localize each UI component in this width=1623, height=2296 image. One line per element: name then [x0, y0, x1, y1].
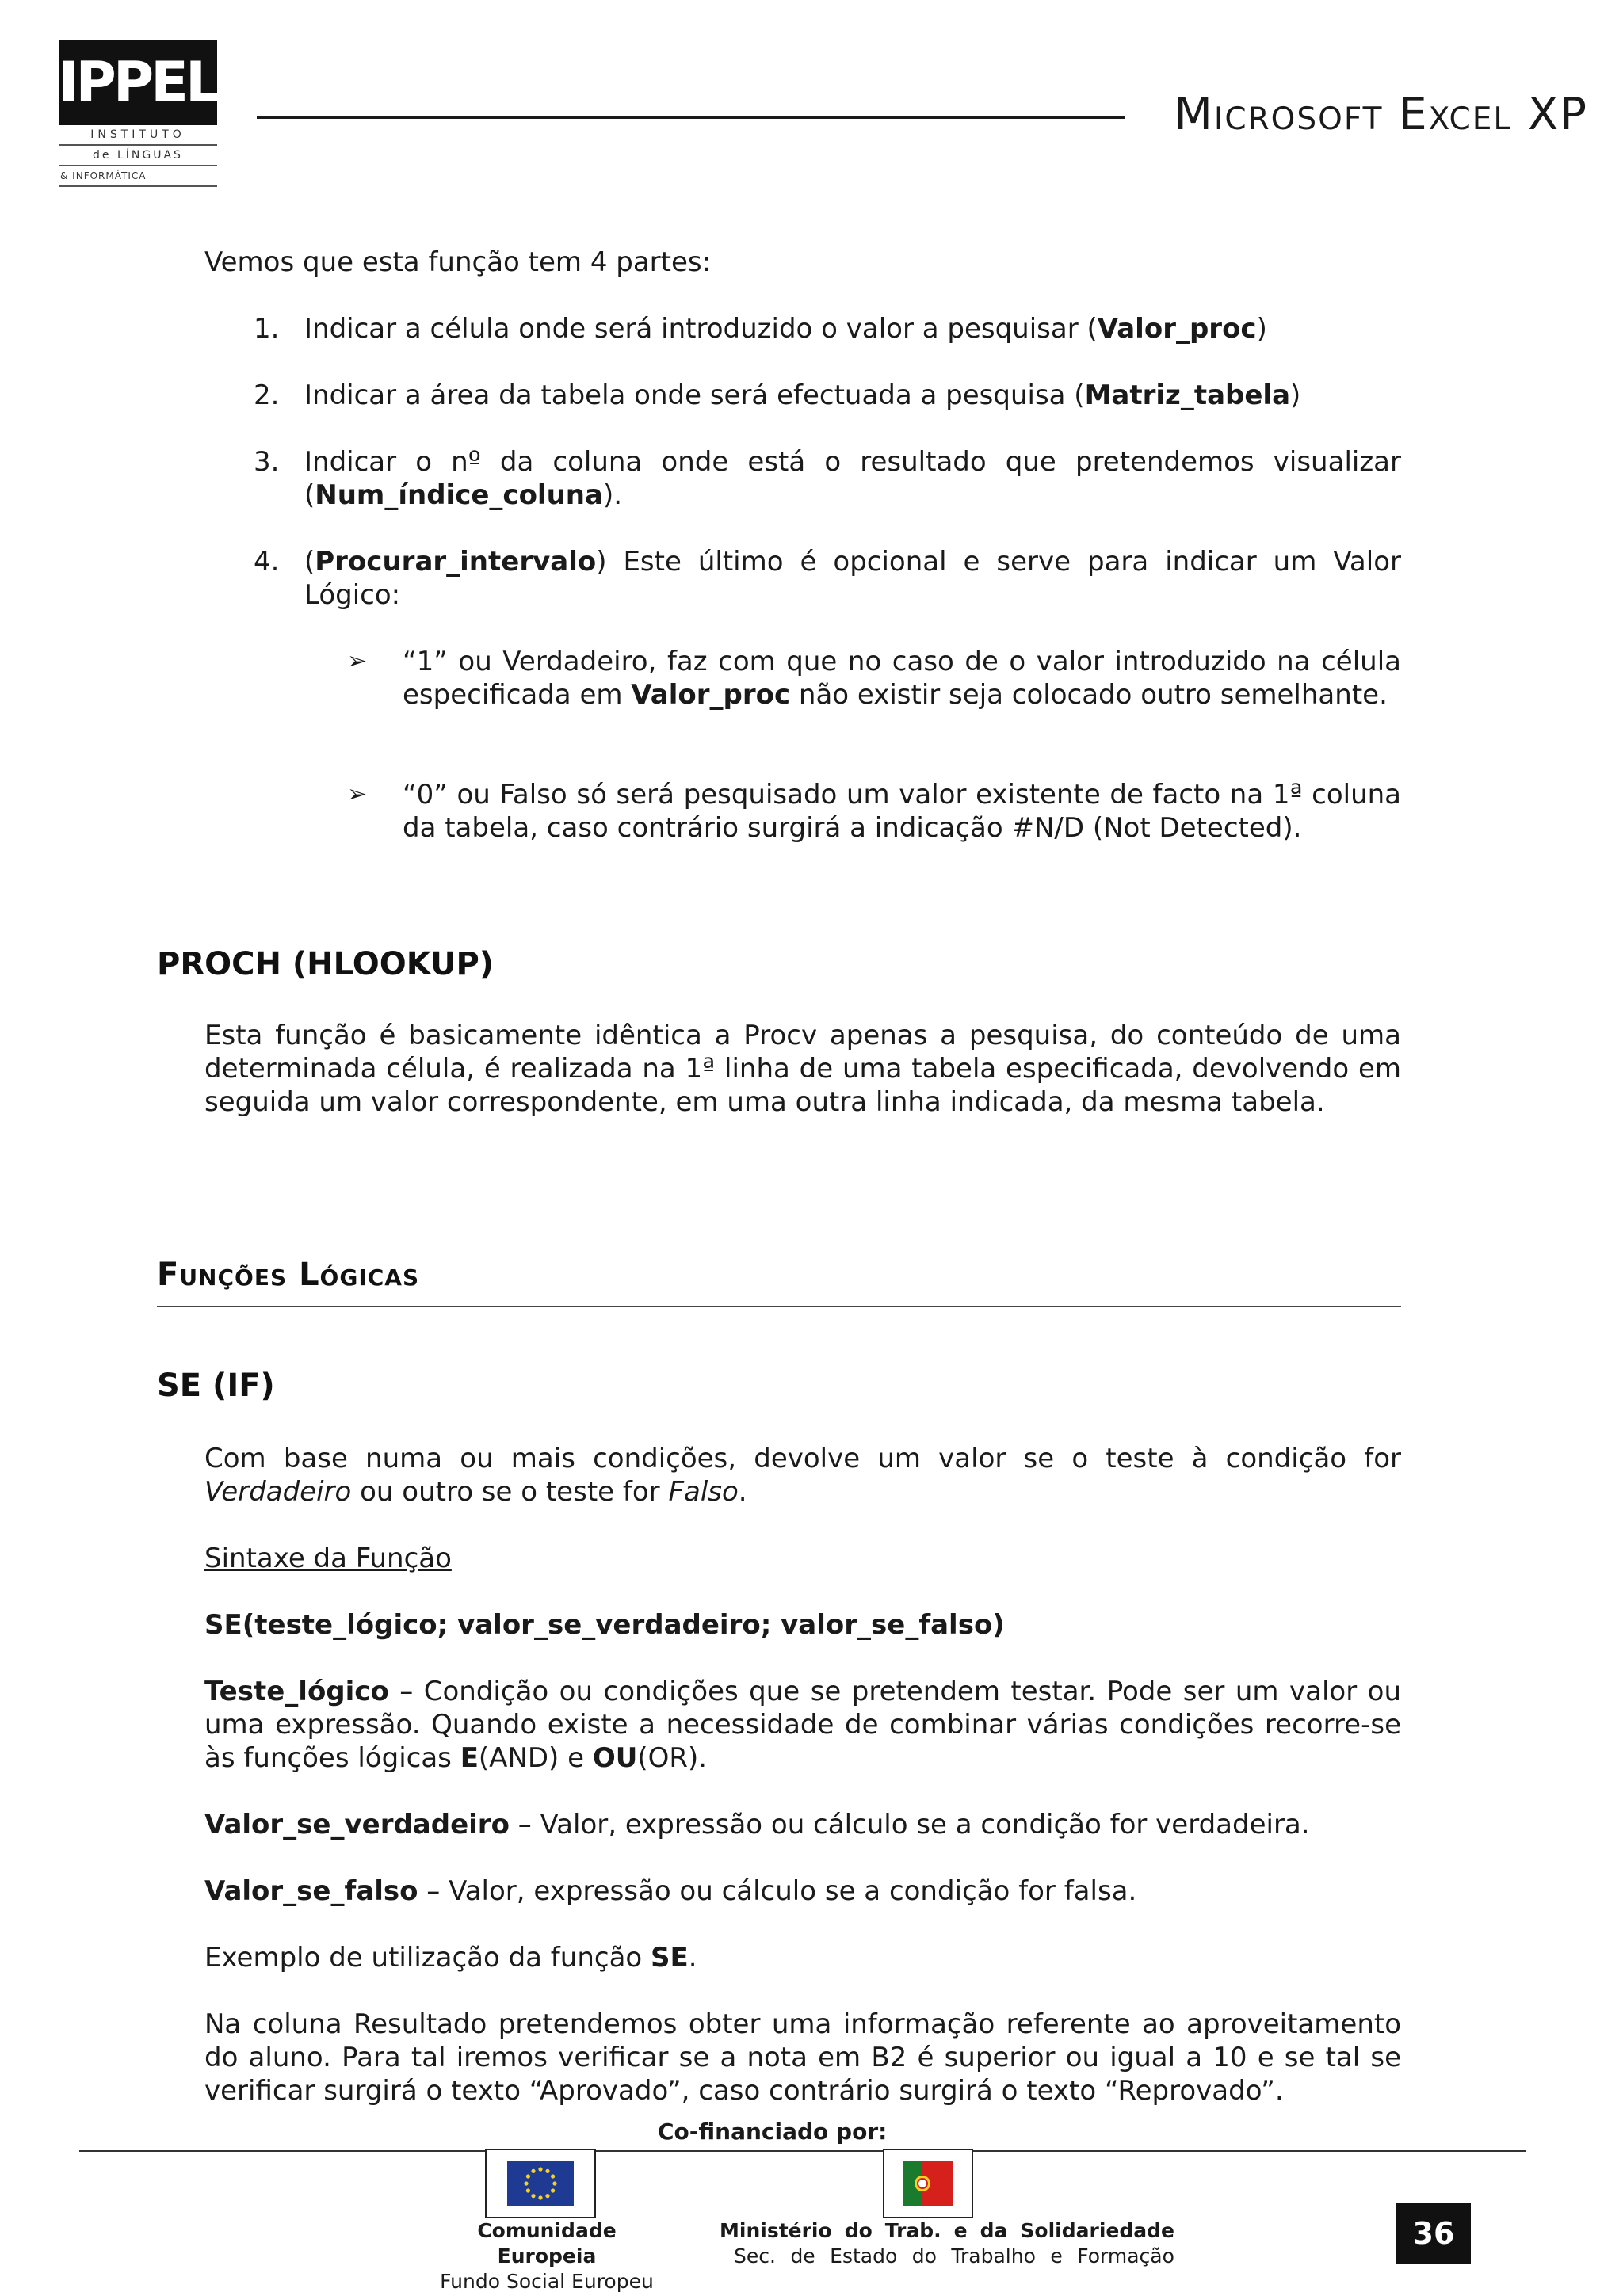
ministry-credit — [720, 2218, 1174, 2269]
document-title: Microsoft Excel XP — [1174, 89, 1588, 140]
list-text: Indicar o nº da coluna onde está o resultado que pretendemos visualizar (Num_índice_coluna). — [304, 446, 1401, 511]
arrow-bullet-icon: ➢ — [347, 647, 368, 675]
logo-line-instituto: INSTITUTO — [90, 128, 185, 141]
eu-credit — [428, 2218, 666, 2294]
institute-logo — [59, 40, 217, 187]
logo-line-linguas: de LÍNGUAS — [93, 149, 183, 162]
ministry-credit-subtitle: Sec. de Estado do Trabalho e Formação — [734, 2245, 1174, 2267]
eu-star-icon — [545, 2169, 549, 2173]
eu-star-icon — [551, 2174, 555, 2178]
page-number: 36 — [1396, 2203, 1471, 2264]
section-rule — [157, 1306, 1401, 1307]
list-text: Indicar a célula onde será introduzido o valor a pesquisar (Valor_proc) — [304, 313, 1267, 345]
eu-star-icon — [538, 2195, 542, 2199]
bullet-text: “0” ou Falso só será pesquisado um valor existente de facto na 1ª coluna da tabela, caso contrário surgirá a indicação #N/D (Not Detected). — [403, 779, 1401, 844]
portugal-flag-icon — [883, 2149, 973, 2218]
eu-star-icon — [538, 2167, 542, 2171]
footer-rule — [79, 2150, 1526, 2152]
list-text: Indicar a área da tabela onde será efectuada a pesquisa (Matriz_tabela) — [304, 379, 1301, 411]
list-number: 4. — [254, 546, 280, 578]
ministry-credit-title: Ministério do Trab. e da Solidariedade — [720, 2219, 1174, 2242]
eu-star-icon — [552, 2181, 556, 2185]
se-description: Com base numa ou mais condições, devolve um valor se o teste à condição for Verdadeiro ou outro se o teste for Falso. — [204, 1443, 1401, 1508]
eu-credit-title: Comunidade Europeia — [477, 2219, 617, 2267]
exemplo-paragraph: Exemplo de utilização da função SE. — [204, 1942, 697, 1974]
eu-star-icon — [551, 2188, 555, 2192]
eu-star-icon — [526, 2174, 530, 2178]
logo-mark: IPPEL — [59, 40, 217, 125]
portugal-flag-graphic — [903, 2161, 953, 2206]
se-heading: SE (IF) — [157, 1367, 275, 1404]
proch-paragraph: Esta função é basicamente idêntica a Procv apenas a pesquisa, do conteúdo de uma determinada célula, é realizada na 1ª linha de uma tabela especificada, devolvendo em seguida um valor correspondente, em uma outra linha indicada, da mesma tabela. — [204, 1020, 1401, 1118]
list-number: 3. — [254, 446, 280, 478]
logo-line-informatica: & INFORMÁTICA — [60, 170, 147, 181]
syntax-formula: SE(teste_lógico; valor_se_verdadeiro; valor_se_falso) — [204, 1609, 1005, 1641]
list-number: 1. — [254, 313, 280, 345]
list-number: 2. — [254, 379, 280, 411]
eu-star-icon — [524, 2181, 528, 2185]
eu-credit-subtitle: Fundo Social Europeu — [440, 2270, 654, 2293]
teste-logico-paragraph: Teste_lógico – Condição ou condições que se pretendem testar. Pode ser um valor ou uma expressão. Quando existe a necessidade de combinar várias condições recorre-se às funções lógicas E(AND) e OU(OR). — [204, 1676, 1401, 1774]
valor-se-falso-paragraph: Valor_se_falso – Valor, expressão ou cálculo se a condição for falsa. — [204, 1875, 1137, 1907]
logo-divider — [59, 185, 217, 187]
eu-flag-icon — [485, 2149, 596, 2218]
arrow-bullet-icon: ➢ — [347, 780, 368, 808]
list-text: (Procurar_intervalo) Este último é opcional e serve para indicar um Valor Lógico: — [304, 546, 1401, 611]
syntax-label: Sintaxe da Função — [204, 1543, 452, 1574]
valor-se-verdadeiro-paragraph: Valor_se_verdadeiro – Valor, expressão ou cálculo se a condição for verdadeira. — [204, 1809, 1310, 1840]
final-paragraph: Na coluna Resultado pretendemos obter uma informação referente ao aproveitamento do aluno. Para tal iremos verificar se a nota em B2 é superior ou igual a 10 e se tal se verificar surgirá o texto “Aprovado”, caso contrário surgirá o texto “Reprovado”. — [204, 2008, 1401, 2107]
bullet-text: “1” ou Verdadeiro, faz com que no caso de o valor introduzido na célula especificada em Valor_proc não existir seja colocado outro semelhante. — [403, 646, 1401, 711]
eu-star-icon — [526, 2188, 530, 2192]
cofinanced-label: Co-financiado por: — [658, 2119, 888, 2145]
eu-flag-graphic — [507, 2161, 574, 2206]
header-rule — [257, 116, 1125, 119]
section-heading: Funções Lógicas — [157, 1257, 420, 1293]
eu-star-icon — [531, 2169, 535, 2173]
eu-star-icon — [545, 2194, 549, 2198]
eu-star-icon — [531, 2194, 535, 2198]
proch-heading: PROCH (HLOOKUP) — [157, 946, 495, 982]
intro-paragraph: Vemos que esta função tem 4 partes: — [204, 246, 712, 278]
